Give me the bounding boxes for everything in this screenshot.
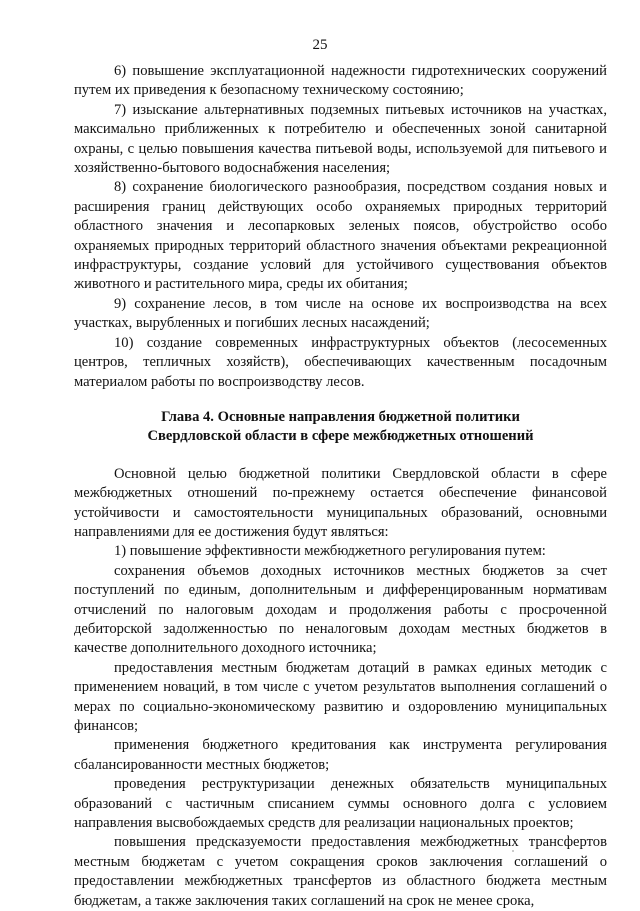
list-item-8: 8) сохранение биологического разнообразия, посредством создания новых и расширения границ действующих особо охраняемых природных территорий областного значения и лесопарковых зеленых поясов, обустройство особо охраняемых природных территорий областного значения объектами рекреационной инфраструктуры, создание условий для устойчивого существования объектов животного и растительного мира, среды их обитания;: [74, 179, 607, 293]
list-item-9: 9) сохранение лесов, в том числе на основе их воспроизводства на всех участках, вырубленных и погибших лесных насаждений;: [74, 295, 607, 332]
list-item-7: 7) изыскание альтернативных подземных питьевых источников на участках, максимально приближенных к потребителю и обеспеченных зоной санитарной охраны, с целью повышения качества питьевой воды, используемой для питьевого и хозяйственно-бытового водоснабжения населения;: [74, 101, 607, 177]
measure-subsidies: предоставления местным бюджетам дотаций в рамках единых методик с применением новаций, в том числе с учетом результатов выполнения соглашений о мерах по социально-экономическому развитию и оздоровлению муниципальных финансов;: [74, 659, 607, 734]
chapter-list-item-1: 1) повышение эффективности межбюджетного регулирования путем:: [114, 543, 546, 560]
measure-debt-restructuring: проведения реструктуризации денежных обязательств муниципальных образований с частичным списанием суммы основного долга с условием направления высвобождаемых средств для реализации национальных проектов;: [74, 776, 607, 832]
chapter-heading-line-2: Свердловской области в сфере межбюджетных отношений: [147, 428, 534, 445]
list-item-6: 6) повышение эксплуатационной надежности гидротехнических сооружений путем их приведения к безопасному техническому состоянию;: [74, 63, 607, 99]
measure-revenue-sources: сохранения объемов доходных источников местных бюджетов за счет поступлений по единым, дополнительным и дифференцированным нормативам отчислений по налоговым доходам и продолжения работы с просроченной дебиторской задолженностью по неналоговым доходам местных бюджетов в качестве дополнительного доходного источника;: [74, 562, 607, 657]
chapter-intro-paragraph: Основной целью бюджетной политики Свердловской области в сфере межбюджетных отношений по-прежнему остается обеспечение финансовой устойчивости и самостоятельности муниципальных образований, основными направлениями для ее достижения будут являться:: [74, 465, 607, 540]
list-item-10: 10) создание современных инфраструктурных объектов (лесосеменных центров, тепличных хозяйств), обеспечивающих качественным посадочным материалом работы по воспроизводству лесов.: [74, 334, 607, 390]
measure-budget-credit: применения бюджетного кредитования как инструмента регулирования сбалансированности местных бюджетов;: [74, 737, 607, 773]
chapter-heading-line-1: Глава 4. Основные направления бюджетной политики: [161, 408, 520, 425]
document-body: [74, 62, 607, 911]
chapter-heading: [74, 408, 607, 447]
scan-speck: [512, 850, 514, 852]
measure-transfers-predictability: повышения предсказуемости предоставления межбюджетных трансфертов местным бюджетам с учетом сокращения сроков заключения соглашений о предоставлении межбюджетных трансфертов из областного бюджета местным бюджетам, а также заключения таких соглашений на срок не менее срока,: [74, 834, 607, 909]
page-number: 25: [312, 37, 328, 53]
